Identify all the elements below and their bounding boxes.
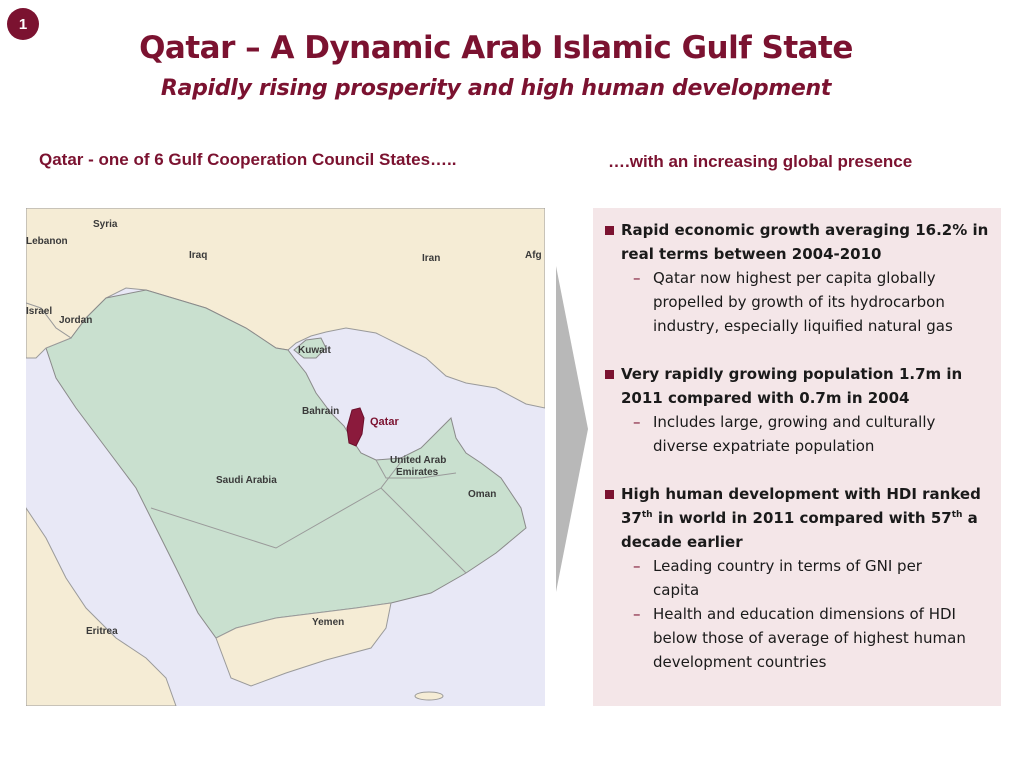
label-iraq: Iraq (189, 250, 208, 261)
sub-point-text: Includes large, growing and culturally (653, 413, 936, 431)
sub-point-text: diverse expatriate population (653, 437, 875, 455)
label-israel: Israel (26, 306, 53, 317)
label-uae-line2: Emirates (396, 467, 439, 478)
sub-point (605, 266, 991, 338)
label-bahrain: Bahrain (302, 406, 340, 417)
sub-point-text: below those of average of highest human (653, 629, 966, 647)
bullet-point (605, 362, 991, 410)
rank-2011: 37 (621, 509, 642, 527)
sub-point (605, 554, 991, 602)
label-iran: Iran (422, 253, 441, 264)
sub-point-text: industry, especially liquified natural gas (653, 317, 953, 335)
dash-icon: – (633, 605, 641, 623)
gulf-map (26, 208, 545, 706)
rank-2011-suffix: th (641, 510, 653, 520)
rank-text-end: a (962, 509, 978, 527)
label-kuwait: Kuwait (298, 345, 331, 356)
sub-point-text: propelled by growth of its hydrocarbon (653, 293, 945, 311)
slide-number-badge: 1 (7, 8, 39, 40)
label-syria: Syria (93, 219, 118, 230)
bullet-point (605, 218, 991, 266)
sub-point (605, 602, 991, 674)
bullet-heading: Very rapidly growing population 1.7m in (621, 365, 963, 383)
label-afg: Afg (525, 250, 542, 261)
sub-point-text: Leading country in terms of GNI per (653, 557, 922, 575)
label-oman: Oman (468, 489, 497, 500)
dash-icon: – (633, 269, 641, 287)
bullet-heading: real terms between 2004-2010 (621, 245, 882, 263)
bullet-heading: 2011 compared with 0.7m in 2004 (621, 389, 910, 407)
label-eritrea: Eritrea (86, 626, 118, 637)
chevron-arrow-icon (556, 266, 588, 592)
sub-point-text: Qatar now highest per capita globally (653, 269, 936, 287)
africa-land (26, 508, 176, 706)
sub-point-text: capita (653, 581, 700, 599)
bullet-heading: decade earlier (621, 533, 743, 551)
label-uae-line1: United Arab (390, 455, 447, 466)
slide-subtitle: Rapidly rising prosperity and high human development (160, 76, 832, 101)
bullet-point (605, 482, 991, 554)
bullet-heading: High human development with HDI ranked (621, 485, 981, 503)
slide-title: Qatar – A Dynamic Arab Islamic Gulf State (139, 30, 853, 66)
square-bullet-icon (605, 370, 614, 379)
sub-point-text: development countries (653, 653, 827, 671)
qatar-land (347, 408, 364, 446)
sub-point-text: Health and education dimensions of HDI (653, 605, 956, 623)
dash-icon: – (633, 557, 641, 575)
highlights-panel (593, 208, 1001, 706)
label-jordan: Jordan (59, 315, 93, 326)
label-yemen: Yemen (312, 617, 345, 628)
rank-text: in world in 2011 compared with (652, 509, 931, 527)
rank-decade-suffix: th (951, 510, 963, 520)
square-bullet-icon (605, 226, 614, 235)
label-saudi-arabia: Saudi Arabia (216, 475, 277, 486)
panel-heading: ….with an increasing global presence (608, 152, 913, 171)
label-qatar: Qatar (370, 416, 399, 428)
bullet-heading: Rapid economic growth averaging 16.2% in (621, 221, 989, 239)
sub-point (605, 410, 991, 458)
dash-icon: – (633, 413, 641, 431)
square-bullet-icon (605, 490, 614, 499)
label-lebanon: Lebanon (26, 236, 68, 247)
bullet-heading-rank (621, 506, 991, 530)
rank-decade-earlier: 57 (930, 509, 952, 527)
map-heading: Qatar - one of 6 Gulf Cooperation Council States….. (39, 150, 457, 169)
